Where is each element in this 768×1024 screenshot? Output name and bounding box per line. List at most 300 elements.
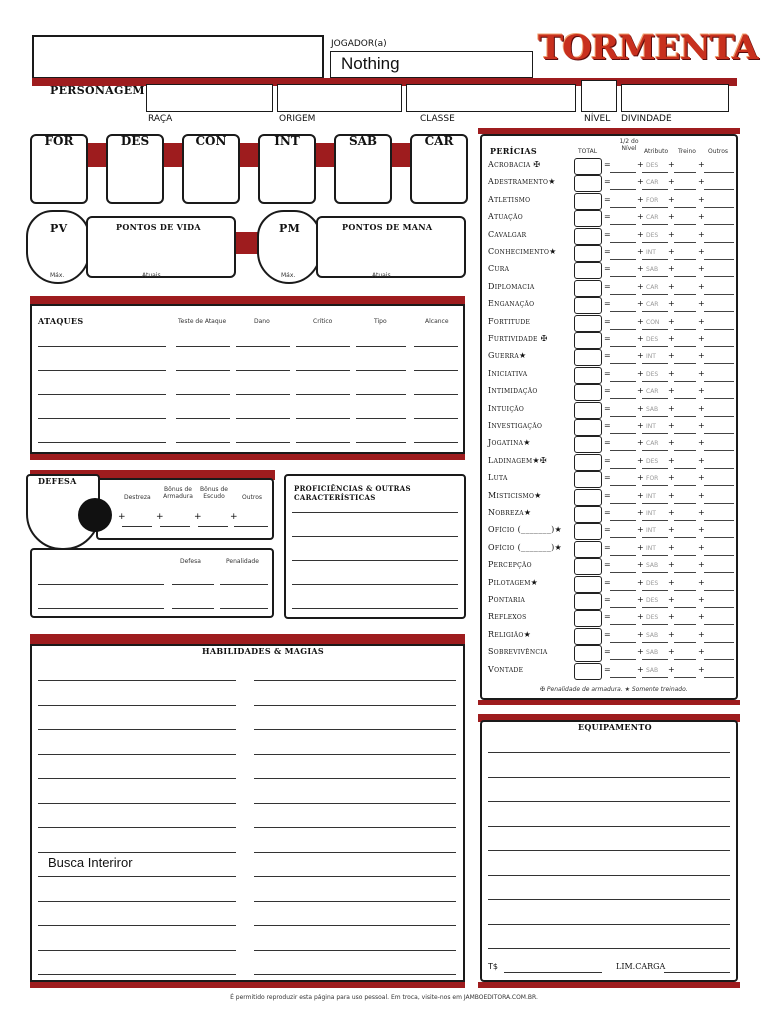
equipamento-line[interactable] bbox=[488, 948, 730, 949]
habilidade-line[interactable] bbox=[38, 827, 236, 828]
skill-field[interactable] bbox=[674, 224, 696, 225]
skill-field[interactable] bbox=[674, 537, 696, 538]
skill-row bbox=[488, 541, 738, 558]
skill-total-box[interactable] bbox=[574, 367, 602, 384]
skill-field[interactable] bbox=[674, 311, 696, 312]
ataque-field[interactable] bbox=[414, 346, 458, 347]
proficiencia-line[interactable] bbox=[292, 512, 458, 513]
ataque-field[interactable] bbox=[414, 394, 458, 395]
ataque-field[interactable] bbox=[296, 442, 350, 443]
ataque-field[interactable] bbox=[176, 346, 230, 347]
habilidade-line[interactable] bbox=[254, 803, 456, 804]
skill-field[interactable] bbox=[610, 503, 636, 504]
ataque-field[interactable] bbox=[176, 394, 230, 395]
proficiencias-panel[interactable] bbox=[284, 474, 466, 619]
skill-total-box[interactable] bbox=[574, 610, 602, 627]
skill-total-box[interactable] bbox=[574, 593, 602, 610]
skill-field[interactable] bbox=[674, 555, 696, 556]
habilidade-line[interactable] bbox=[38, 705, 236, 706]
skill-field[interactable] bbox=[610, 416, 636, 417]
skill-field[interactable] bbox=[642, 207, 668, 208]
habilidade-line[interactable] bbox=[254, 876, 456, 877]
ataque-field[interactable] bbox=[38, 394, 166, 395]
skill-plus: + bbox=[668, 160, 675, 169]
armor-line-2 bbox=[38, 608, 164, 609]
skill-equals: = bbox=[604, 490, 611, 500]
attribute-label: DES bbox=[120, 134, 150, 148]
equipamento-line[interactable] bbox=[488, 850, 730, 851]
skill-field[interactable] bbox=[642, 276, 668, 277]
skill-total-box[interactable] bbox=[574, 471, 602, 488]
skill-field[interactable] bbox=[674, 503, 696, 504]
attribute-box-car[interactable] bbox=[410, 134, 468, 204]
pv-current-box[interactable] bbox=[86, 216, 236, 278]
proficiencias-title: PROFICIÊNCIAS & OUTRAS CARACTERÍSTICAS bbox=[294, 484, 411, 502]
skill-attribute: INT bbox=[646, 527, 656, 535]
skill-total-box[interactable] bbox=[574, 332, 602, 349]
attribute-label: SAB bbox=[348, 134, 378, 148]
skill-plus: + bbox=[698, 612, 705, 622]
ataque-field[interactable] bbox=[356, 370, 406, 371]
skill-field[interactable] bbox=[610, 590, 636, 591]
skill-field[interactable] bbox=[704, 294, 734, 295]
skill-field[interactable] bbox=[704, 677, 734, 678]
skill-field[interactable] bbox=[610, 607, 636, 608]
skill-field[interactable] bbox=[704, 485, 734, 486]
defesa-bonus-panel[interactable] bbox=[96, 478, 274, 540]
habilidade-line[interactable] bbox=[254, 705, 456, 706]
skill-field[interactable] bbox=[642, 311, 668, 312]
equipamento-line[interactable] bbox=[488, 875, 730, 876]
ataque-field[interactable] bbox=[38, 442, 166, 443]
skill-plus: + bbox=[637, 612, 644, 622]
skill-field[interactable] bbox=[704, 276, 734, 277]
skill-field[interactable] bbox=[674, 242, 696, 243]
ts-field[interactable] bbox=[504, 972, 602, 973]
ataque-field[interactable] bbox=[296, 418, 350, 419]
ataque-field[interactable] bbox=[236, 394, 290, 395]
skill-field[interactable] bbox=[674, 450, 696, 451]
skill-total-box[interactable] bbox=[574, 193, 602, 210]
defesa-field-outros[interactable] bbox=[234, 526, 268, 527]
skill-plus: + bbox=[698, 281, 705, 291]
habilidade-line[interactable] bbox=[254, 950, 456, 951]
footer-note: É permitido reproduzir esta página para uso pessoal. Em troca, visite-nos em JAMBOEDITORA.COM.BR. bbox=[230, 994, 538, 1001]
pm-shield[interactable] bbox=[257, 210, 321, 284]
ataque-field[interactable] bbox=[38, 346, 166, 347]
personagem-input[interactable] bbox=[146, 84, 273, 112]
skill-field[interactable] bbox=[642, 329, 668, 330]
skill-field[interactable] bbox=[610, 381, 636, 382]
skill-field[interactable] bbox=[642, 520, 668, 521]
skill-total-box[interactable] bbox=[574, 245, 602, 262]
habilidade-line[interactable] bbox=[254, 852, 456, 853]
skill-field[interactable] bbox=[610, 346, 636, 347]
ataque-field[interactable] bbox=[356, 442, 406, 443]
skill-total-box[interactable] bbox=[574, 558, 602, 575]
skill-field[interactable] bbox=[642, 450, 668, 451]
skill-name: Adestramento★ bbox=[488, 177, 556, 187]
skill-field[interactable] bbox=[642, 590, 668, 591]
ataque-field[interactable] bbox=[356, 394, 406, 395]
skill-field[interactable] bbox=[642, 224, 668, 225]
proficiencia-line[interactable] bbox=[292, 584, 458, 585]
skill-plus: + bbox=[698, 334, 705, 343]
ataque-field[interactable] bbox=[414, 418, 458, 419]
armor-line-2-pen bbox=[220, 608, 268, 609]
attribute-box-sab[interactable] bbox=[334, 134, 392, 204]
skill-field[interactable] bbox=[704, 224, 734, 225]
skill-plus: + bbox=[637, 473, 644, 483]
skill-total-box[interactable] bbox=[574, 506, 602, 523]
skill-field[interactable] bbox=[674, 381, 696, 382]
skill-total-box[interactable] bbox=[574, 210, 602, 227]
skill-field[interactable] bbox=[674, 329, 696, 330]
skill-field[interactable] bbox=[704, 659, 734, 660]
skill-field[interactable] bbox=[674, 468, 696, 469]
skill-field[interactable] bbox=[704, 259, 734, 260]
skill-field[interactable] bbox=[642, 677, 668, 678]
armor-panel[interactable] bbox=[30, 548, 274, 618]
habilidade-line[interactable] bbox=[254, 754, 456, 755]
skill-total-box[interactable] bbox=[574, 384, 602, 401]
armor-line-1-pen bbox=[220, 584, 268, 585]
skill-field[interactable] bbox=[642, 485, 668, 486]
skill-equals: = bbox=[604, 438, 611, 448]
habilidade-line[interactable] bbox=[38, 876, 236, 877]
campaign-name-box[interactable] bbox=[32, 35, 324, 79]
skill-equals: = bbox=[604, 508, 611, 517]
habilidade-line[interactable] bbox=[254, 974, 456, 975]
skill-total-box[interactable] bbox=[574, 489, 602, 506]
skill-field[interactable] bbox=[642, 624, 668, 625]
ataque-field[interactable] bbox=[236, 442, 290, 443]
skill-total-box[interactable] bbox=[574, 280, 602, 297]
skill-field[interactable] bbox=[642, 242, 668, 243]
skill-field[interactable] bbox=[674, 590, 696, 591]
ataque-field[interactable] bbox=[236, 370, 290, 371]
skill-field[interactable] bbox=[674, 433, 696, 434]
equipamento-line[interactable] bbox=[488, 777, 730, 778]
skill-field[interactable] bbox=[642, 398, 668, 399]
ataque-field[interactable] bbox=[236, 418, 290, 419]
limcarga-field[interactable] bbox=[664, 972, 730, 973]
skill-field[interactable] bbox=[704, 642, 734, 643]
proficiencia-line[interactable] bbox=[292, 560, 458, 561]
skill-field[interactable] bbox=[610, 485, 636, 486]
habilidade-line[interactable] bbox=[38, 852, 236, 853]
habilidade-line[interactable] bbox=[38, 974, 236, 975]
habilidade-line[interactable] bbox=[254, 901, 456, 902]
skill-field[interactable] bbox=[704, 416, 734, 417]
skill-field[interactable] bbox=[610, 520, 636, 521]
skill-field[interactable] bbox=[610, 294, 636, 295]
skill-field[interactable] bbox=[704, 207, 734, 208]
pv-max-label: Máx. bbox=[50, 272, 65, 279]
skill-attribute: DES bbox=[646, 162, 659, 169]
defesa-shield[interactable] bbox=[26, 474, 100, 550]
skill-field[interactable] bbox=[674, 172, 696, 173]
ataque-field[interactable] bbox=[414, 442, 458, 443]
equipamento-line[interactable] bbox=[488, 899, 730, 900]
skill-plus: + bbox=[698, 264, 705, 274]
skill-plus: + bbox=[668, 194, 675, 204]
habilidade-line[interactable] bbox=[254, 827, 456, 828]
habilidade-line[interactable] bbox=[254, 680, 456, 681]
proficiencia-line[interactable] bbox=[292, 608, 458, 609]
habilidade-line[interactable] bbox=[38, 901, 236, 902]
defesa-field-escudo[interactable] bbox=[198, 526, 228, 527]
skill-field[interactable] bbox=[674, 294, 696, 295]
ataque-field[interactable] bbox=[414, 370, 458, 371]
skill-field[interactable] bbox=[674, 677, 696, 678]
skill-field[interactable] bbox=[674, 485, 696, 486]
skill-row bbox=[488, 349, 738, 366]
attribute-label: CON bbox=[195, 134, 227, 148]
ataque-field[interactable] bbox=[296, 370, 350, 371]
skill-plus: + bbox=[698, 368, 705, 378]
skill-plus: + bbox=[698, 351, 705, 361]
ataque-field[interactable] bbox=[296, 346, 350, 347]
skill-equals: = bbox=[604, 299, 611, 309]
attribute-box-des[interactable] bbox=[106, 134, 164, 204]
ataque-field[interactable] bbox=[356, 346, 406, 347]
skill-field[interactable] bbox=[674, 189, 696, 190]
skill-field[interactable] bbox=[704, 398, 734, 399]
skill-total-box[interactable] bbox=[574, 663, 602, 680]
skill-field[interactable] bbox=[674, 642, 696, 643]
skill-name: Pilotagem★ bbox=[488, 577, 539, 587]
skill-name: Acrobacia ✠ bbox=[488, 160, 541, 169]
skill-row bbox=[488, 210, 738, 227]
habilidade-line[interactable] bbox=[254, 729, 456, 730]
skill-total-box[interactable] bbox=[574, 628, 602, 645]
skill-field[interactable] bbox=[610, 311, 636, 312]
skill-field[interactable] bbox=[642, 607, 668, 608]
ataques-col-teste: Teste de Ataque bbox=[178, 318, 227, 325]
equipamento-line[interactable] bbox=[488, 924, 730, 925]
skill-field[interactable] bbox=[610, 363, 636, 364]
skill-field[interactable] bbox=[704, 624, 734, 625]
skill-total-box[interactable] bbox=[574, 175, 602, 192]
skill-total-box[interactable] bbox=[574, 228, 602, 245]
jogador-input[interactable] bbox=[330, 51, 533, 78]
skill-field[interactable] bbox=[610, 433, 636, 434]
skill-total-box[interactable] bbox=[574, 436, 602, 453]
skill-field[interactable] bbox=[674, 416, 696, 417]
habilidades-panel[interactable] bbox=[30, 644, 465, 982]
skill-field[interactable] bbox=[704, 520, 734, 521]
skill-field[interactable] bbox=[642, 363, 668, 364]
skill-field[interactable] bbox=[704, 555, 734, 556]
skill-field[interactable] bbox=[610, 224, 636, 225]
attribute-box-con[interactable] bbox=[182, 134, 240, 204]
skill-field[interactable] bbox=[610, 555, 636, 556]
skill-field[interactable] bbox=[610, 329, 636, 330]
skill-field[interactable] bbox=[610, 450, 636, 451]
skill-field[interactable] bbox=[610, 624, 636, 625]
attribute-box-for[interactable] bbox=[30, 134, 88, 204]
skill-field[interactable] bbox=[674, 607, 696, 608]
skill-field[interactable] bbox=[642, 537, 668, 538]
proficiencia-line[interactable] bbox=[292, 536, 458, 537]
skill-field[interactable] bbox=[642, 346, 668, 347]
pericias-header-treino: Treino bbox=[678, 148, 696, 155]
habilidade-line[interactable] bbox=[254, 778, 456, 779]
habilidade-line[interactable] bbox=[38, 950, 236, 951]
skill-field[interactable] bbox=[642, 642, 668, 643]
skill-field[interactable] bbox=[642, 555, 668, 556]
ataque-field[interactable] bbox=[176, 442, 230, 443]
skill-field[interactable] bbox=[610, 468, 636, 469]
origem-input[interactable] bbox=[277, 84, 402, 112]
skill-plus: + bbox=[698, 490, 705, 500]
habilidade-line[interactable] bbox=[38, 803, 236, 804]
skill-field[interactable] bbox=[610, 659, 636, 660]
skill-field[interactable] bbox=[704, 503, 734, 504]
skill-plus: + bbox=[668, 281, 675, 291]
habilidades-entry[interactable]: Busca Interiror bbox=[48, 855, 133, 870]
classe-input[interactable] bbox=[406, 84, 576, 112]
skill-total-box[interactable] bbox=[574, 158, 602, 175]
skill-total-box[interactable] bbox=[574, 645, 602, 662]
skill-field[interactable] bbox=[610, 572, 636, 573]
skill-field[interactable] bbox=[610, 276, 636, 277]
habilidade-line[interactable] bbox=[38, 680, 236, 681]
skill-field[interactable] bbox=[674, 520, 696, 521]
skill-total-box[interactable] bbox=[574, 315, 602, 332]
skill-name: Iniciativa bbox=[488, 368, 528, 378]
skill-field[interactable] bbox=[642, 294, 668, 295]
skill-field[interactable] bbox=[704, 537, 734, 538]
skill-field[interactable] bbox=[674, 276, 696, 277]
skill-field[interactable] bbox=[674, 259, 696, 260]
skill-field[interactable] bbox=[610, 537, 636, 538]
equipamento-panel[interactable] bbox=[480, 720, 738, 982]
skill-field[interactable] bbox=[704, 189, 734, 190]
nivel-input[interactable] bbox=[581, 80, 617, 112]
skill-plus: + bbox=[668, 403, 675, 413]
habilidade-line[interactable] bbox=[38, 754, 236, 755]
skill-field[interactable] bbox=[704, 311, 734, 312]
skill-plus: + bbox=[698, 421, 705, 430]
skill-field[interactable] bbox=[704, 329, 734, 330]
skill-field[interactable] bbox=[674, 659, 696, 660]
ataque-field[interactable] bbox=[356, 418, 406, 419]
skill-field[interactable] bbox=[610, 189, 636, 190]
skill-total-box[interactable] bbox=[574, 349, 602, 366]
habilidade-line[interactable] bbox=[38, 925, 236, 926]
skill-total-box[interactable] bbox=[574, 576, 602, 593]
skill-field[interactable] bbox=[674, 572, 696, 573]
skill-field[interactable] bbox=[610, 677, 636, 678]
skill-total-box[interactable] bbox=[574, 523, 602, 540]
skill-field[interactable] bbox=[642, 572, 668, 573]
habilidade-line[interactable] bbox=[38, 729, 236, 730]
skill-field[interactable] bbox=[610, 172, 636, 173]
skill-field[interactable] bbox=[674, 346, 696, 347]
skill-total-box[interactable] bbox=[574, 262, 602, 279]
defesa-field-armadura[interactable] bbox=[160, 526, 190, 527]
divindade-input[interactable] bbox=[621, 84, 729, 112]
skill-field[interactable] bbox=[642, 172, 668, 173]
skill-field[interactable] bbox=[610, 242, 636, 243]
skill-plus: + bbox=[668, 351, 675, 361]
equipamento-line[interactable] bbox=[488, 801, 730, 802]
skill-total-box[interactable] bbox=[574, 402, 602, 419]
skill-field[interactable] bbox=[642, 503, 668, 504]
skill-field[interactable] bbox=[704, 433, 734, 434]
skill-field[interactable] bbox=[674, 398, 696, 399]
ataques-col-dano: Dano bbox=[254, 318, 270, 325]
skill-field[interactable] bbox=[704, 590, 734, 591]
skill-total-box[interactable] bbox=[574, 419, 602, 436]
skill-field[interactable] bbox=[642, 468, 668, 469]
skill-field[interactable] bbox=[674, 363, 696, 364]
habilidade-line[interactable] bbox=[254, 925, 456, 926]
equipamento-line[interactable] bbox=[488, 826, 730, 827]
skill-field[interactable] bbox=[642, 259, 668, 260]
skill-field[interactable] bbox=[704, 346, 734, 347]
skill-field[interactable] bbox=[704, 450, 734, 451]
skill-plus: + bbox=[698, 647, 705, 657]
skill-field[interactable] bbox=[610, 259, 636, 260]
ataques-panel[interactable] bbox=[30, 304, 465, 454]
skill-field[interactable] bbox=[642, 381, 668, 382]
skill-field[interactable] bbox=[704, 381, 734, 382]
skill-row bbox=[488, 436, 738, 453]
skill-field[interactable] bbox=[642, 659, 668, 660]
ataque-field[interactable] bbox=[38, 418, 166, 419]
ataque-field[interactable] bbox=[176, 418, 230, 419]
attribute-box-int[interactable] bbox=[258, 134, 316, 204]
skill-field[interactable] bbox=[642, 433, 668, 434]
pm-current-box[interactable] bbox=[316, 216, 466, 278]
equipamento-line[interactable] bbox=[488, 752, 730, 753]
pv-shield[interactable] bbox=[26, 210, 90, 284]
skill-field[interactable] bbox=[610, 398, 636, 399]
skill-field[interactable] bbox=[674, 624, 696, 625]
skill-total-box[interactable] bbox=[574, 454, 602, 471]
skill-field[interactable] bbox=[610, 207, 636, 208]
skill-field[interactable] bbox=[704, 172, 734, 173]
raca-label: RAÇA bbox=[148, 114, 173, 124]
skill-plus: + bbox=[668, 577, 675, 587]
skill-equals: = bbox=[604, 368, 611, 378]
skill-plus: + bbox=[637, 629, 644, 639]
skill-row bbox=[488, 228, 738, 245]
skill-field[interactable] bbox=[704, 363, 734, 364]
ataque-field[interactable] bbox=[176, 370, 230, 371]
skill-plus: + bbox=[637, 525, 644, 535]
skill-field[interactable] bbox=[642, 189, 668, 190]
ataque-field[interactable] bbox=[296, 394, 350, 395]
ataque-field[interactable] bbox=[236, 346, 290, 347]
skill-field[interactable] bbox=[704, 468, 734, 469]
skill-field[interactable] bbox=[704, 242, 734, 243]
skill-attribute: DES bbox=[646, 597, 659, 604]
habilidade-line[interactable] bbox=[38, 778, 236, 779]
skill-field[interactable] bbox=[642, 416, 668, 417]
skill-field[interactable] bbox=[704, 607, 734, 608]
skill-field[interactable] bbox=[610, 642, 636, 643]
skill-field[interactable] bbox=[674, 207, 696, 208]
ataque-field[interactable] bbox=[38, 370, 166, 371]
skill-field[interactable] bbox=[704, 572, 734, 573]
defesa-field-destreza[interactable] bbox=[122, 526, 152, 527]
skill-total-box[interactable] bbox=[574, 541, 602, 558]
skill-total-box[interactable] bbox=[574, 297, 602, 314]
